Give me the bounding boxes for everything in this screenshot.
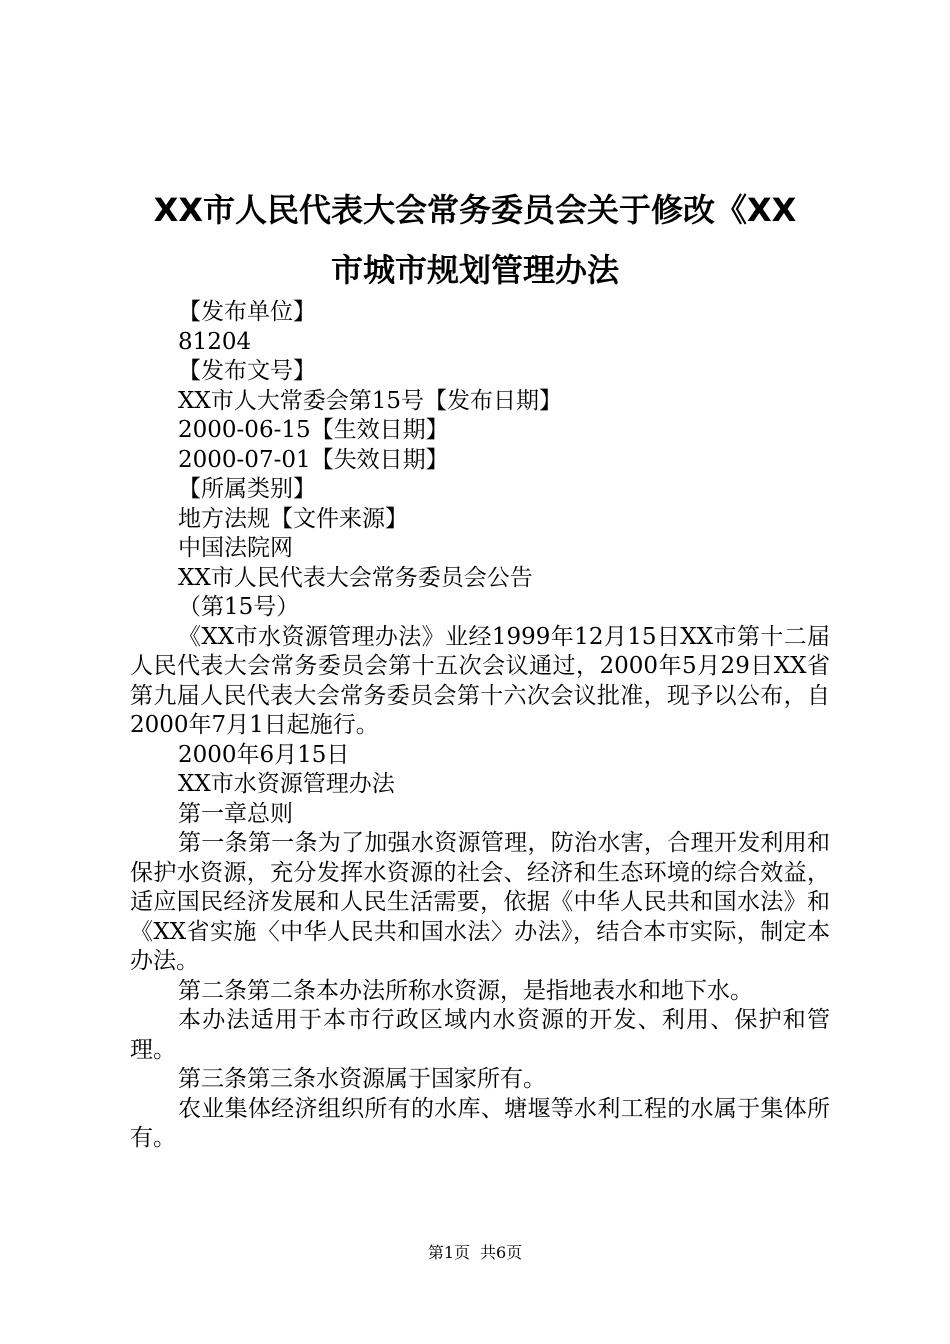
meta-category-label: 【所属类别】 bbox=[178, 476, 316, 502]
meta-effective-date: 2000-07-01【失效日期】 bbox=[178, 446, 449, 473]
page-total: 共6页 bbox=[480, 1243, 523, 1262]
announcement-heading: XX市人民代表大会常务委员会公告 bbox=[178, 564, 533, 591]
meta-publisher-label: 【发布单位】 bbox=[178, 299, 316, 325]
page-number: 第1页 bbox=[427, 1243, 470, 1262]
meta-doc-number-value: XX市人大常委会第15号【发布日期】 bbox=[178, 387, 563, 414]
document-title-line-1: XX市人民代表大会常务委员会关于修改《XX bbox=[153, 191, 797, 229]
article-3: 第三条第三条水资源属于国家所有。 bbox=[178, 1066, 546, 1092]
article-2: 第二条第二条本办法所称水资源，是指地表水和地下水。 bbox=[178, 977, 753, 1004]
meta-doc-number-label: 【发布文号】 bbox=[178, 358, 316, 384]
announcement-paragraph: 《XX市水资源管理办法》业经1999年12月15日XX市第十二届人民代表大会常务委员会第十五次会议通过，2000年5月29日XX省第九届人民代表大会常务委员会第十六次会议批准，现予以公布，自2000年7月1日起施行。 bbox=[130, 623, 830, 738]
meta-publisher-value: 81204 bbox=[178, 328, 252, 355]
announcement-number: （第15号） bbox=[178, 594, 300, 620]
law-title: XX市水资源管理办法 bbox=[178, 771, 395, 797]
article-1: 第一条第一条为了加强水资源管理，防治水害，合理开发利用和保护水资源，充分发挥水资源的社会、经济和生态环境的综合效益，适应国民经济发展和人民生活需要，依据《中华人民共和国水法》和《XX省实施〈中华人民共和国水法〉办法》，结合本市实际，制定本办法。 bbox=[130, 830, 830, 974]
meta-source-value: 中国法院网 bbox=[178, 535, 293, 561]
announcement-date: 2000年6月15日 bbox=[178, 741, 350, 768]
meta-category-value: 地方法规【文件来源】 bbox=[178, 505, 408, 532]
page-footer bbox=[0, 1243, 950, 1263]
chapter-heading: 第一章总则 bbox=[178, 800, 293, 827]
document-body bbox=[130, 298, 830, 1154]
article-3-paragraph-2: 农业集体经济组织所有的水库、塘堰等水利工程的水属于集体所有。 bbox=[130, 1095, 830, 1151]
article-2-paragraph-2: 本办法适用于本市行政区域内水资源的开发、利用、保护和管理。 bbox=[130, 1007, 830, 1063]
meta-publish-date: 2000-06-15【生效日期】 bbox=[178, 417, 449, 443]
document-title-line-2: 市城市规划管理办法 bbox=[330, 251, 619, 289]
